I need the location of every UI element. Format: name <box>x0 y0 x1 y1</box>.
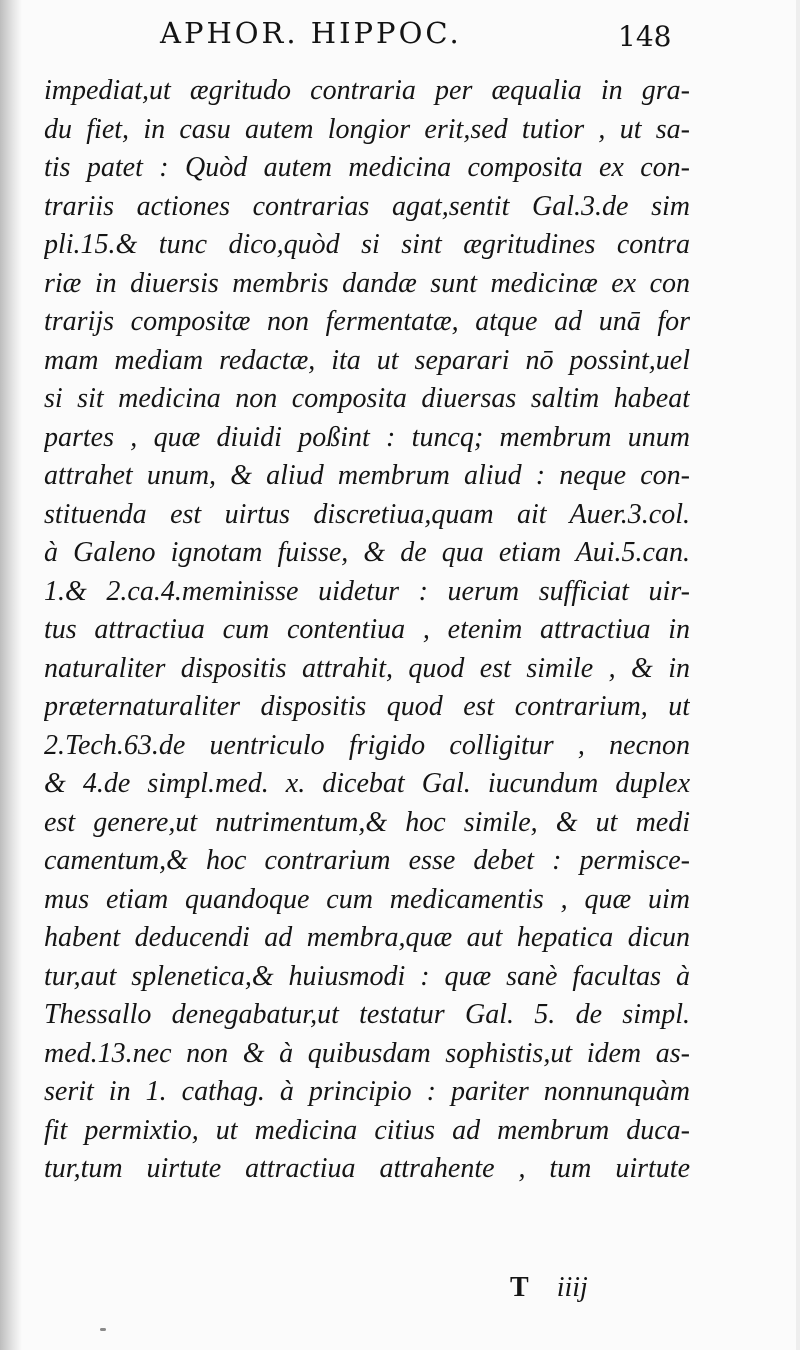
text-line: habent deducendi ad membra,quæ aut hepatica dicun <box>44 922 690 953</box>
text-line: du fiet, in casu autem longior erit,sed tutior , ut sa- <box>44 113 690 145</box>
text-line: impediat,ut ægritudo contraria per æqualia in gra- <box>44 75 690 106</box>
text-line: pli.15.& tunc dico,quòd si sint ægritudines contra <box>44 229 690 260</box>
text-line: trarijs compositæ non fermentatæ, atque ad unā for <box>44 306 690 337</box>
text-line: riæ in diuersis membris dandæ sunt medicinæ ex con <box>44 267 690 299</box>
text-line: fit permixtio, ut medicina citius ad membrum duca- <box>44 1114 690 1146</box>
signature-mark <box>510 1272 588 1304</box>
text-line: præternaturaliter dispositis quod est contrarium, ut <box>44 691 690 722</box>
text-line: 1.& 2.ca.4.meminisse uidetur : uerum sufficiat uir- <box>44 575 690 607</box>
text-line: camentum,& hoc contrarium esse debet : permisce- <box>44 845 690 876</box>
text-line: naturaliter dispositis attrahit, quod est simile , & in <box>44 652 690 684</box>
signature-letter: T <box>510 1272 529 1303</box>
text-line: à Galeno ignotam fuisse, & de qua etiam Aui.5.can. <box>44 537 690 568</box>
text-line: serit in 1. cathag. à principio : pariter nonnunquàm <box>44 1076 690 1107</box>
text-line: est genere,ut nutrimentum,& hoc simile, & ut medi <box>44 806 690 838</box>
page-edge <box>796 0 800 1350</box>
text-line: Thessallo denegabatur,ut testatur Gal. 5. de simpl. <box>44 999 690 1030</box>
running-title: APHOR. HIPPOC. <box>160 16 462 50</box>
text-line: trariis actiones contrarias agat,sentit Gal.3.de sim <box>44 190 690 222</box>
text-line: partes , quæ diuidi poßint : tuncq; membrum unum <box>44 421 690 453</box>
text-line: med.13.nec non & à quibusdam sophistis,ut idem as- <box>44 1037 690 1069</box>
text-line: tis patet : Quòd autem medicina composita ex con- <box>44 152 690 183</box>
text-line: tur,aut splenetica,& huiusmodi : quæ sanè facultas à <box>44 960 690 992</box>
gutter-shadow <box>0 0 22 1350</box>
text-line: mus etiam quandoque cum medicamentis , quæ uim <box>44 883 690 915</box>
text-line: tus attractiua cum contentiua , etenim attractiua in <box>44 614 690 645</box>
text-line: mam mediam redactæ, ita ut separari nō possint,uel <box>44 344 690 376</box>
text-line: & 4.de simpl.med. x. dicebat Gal. iucundum duplex <box>44 768 690 799</box>
signature-number: iiij <box>556 1272 588 1303</box>
text-line: tur,tum uirtute attractiua attrahente , tum uirtute <box>44 1153 690 1184</box>
text-line: attrahet unum, & aliud membrum aliud : neque con- <box>44 460 690 491</box>
text-block <box>44 72 690 1189</box>
text-line: stituenda est uirtus discretiua,quam ait Auer.3.col. <box>44 498 690 530</box>
text-line: 2.Tech.63.de uentriculo frigido colligitur , necnon <box>44 729 690 761</box>
page-number: 148 <box>618 20 672 53</box>
ink-speck <box>100 1328 106 1331</box>
text-line: si sit medicina non composita diuersas saltim habeat <box>44 383 690 414</box>
